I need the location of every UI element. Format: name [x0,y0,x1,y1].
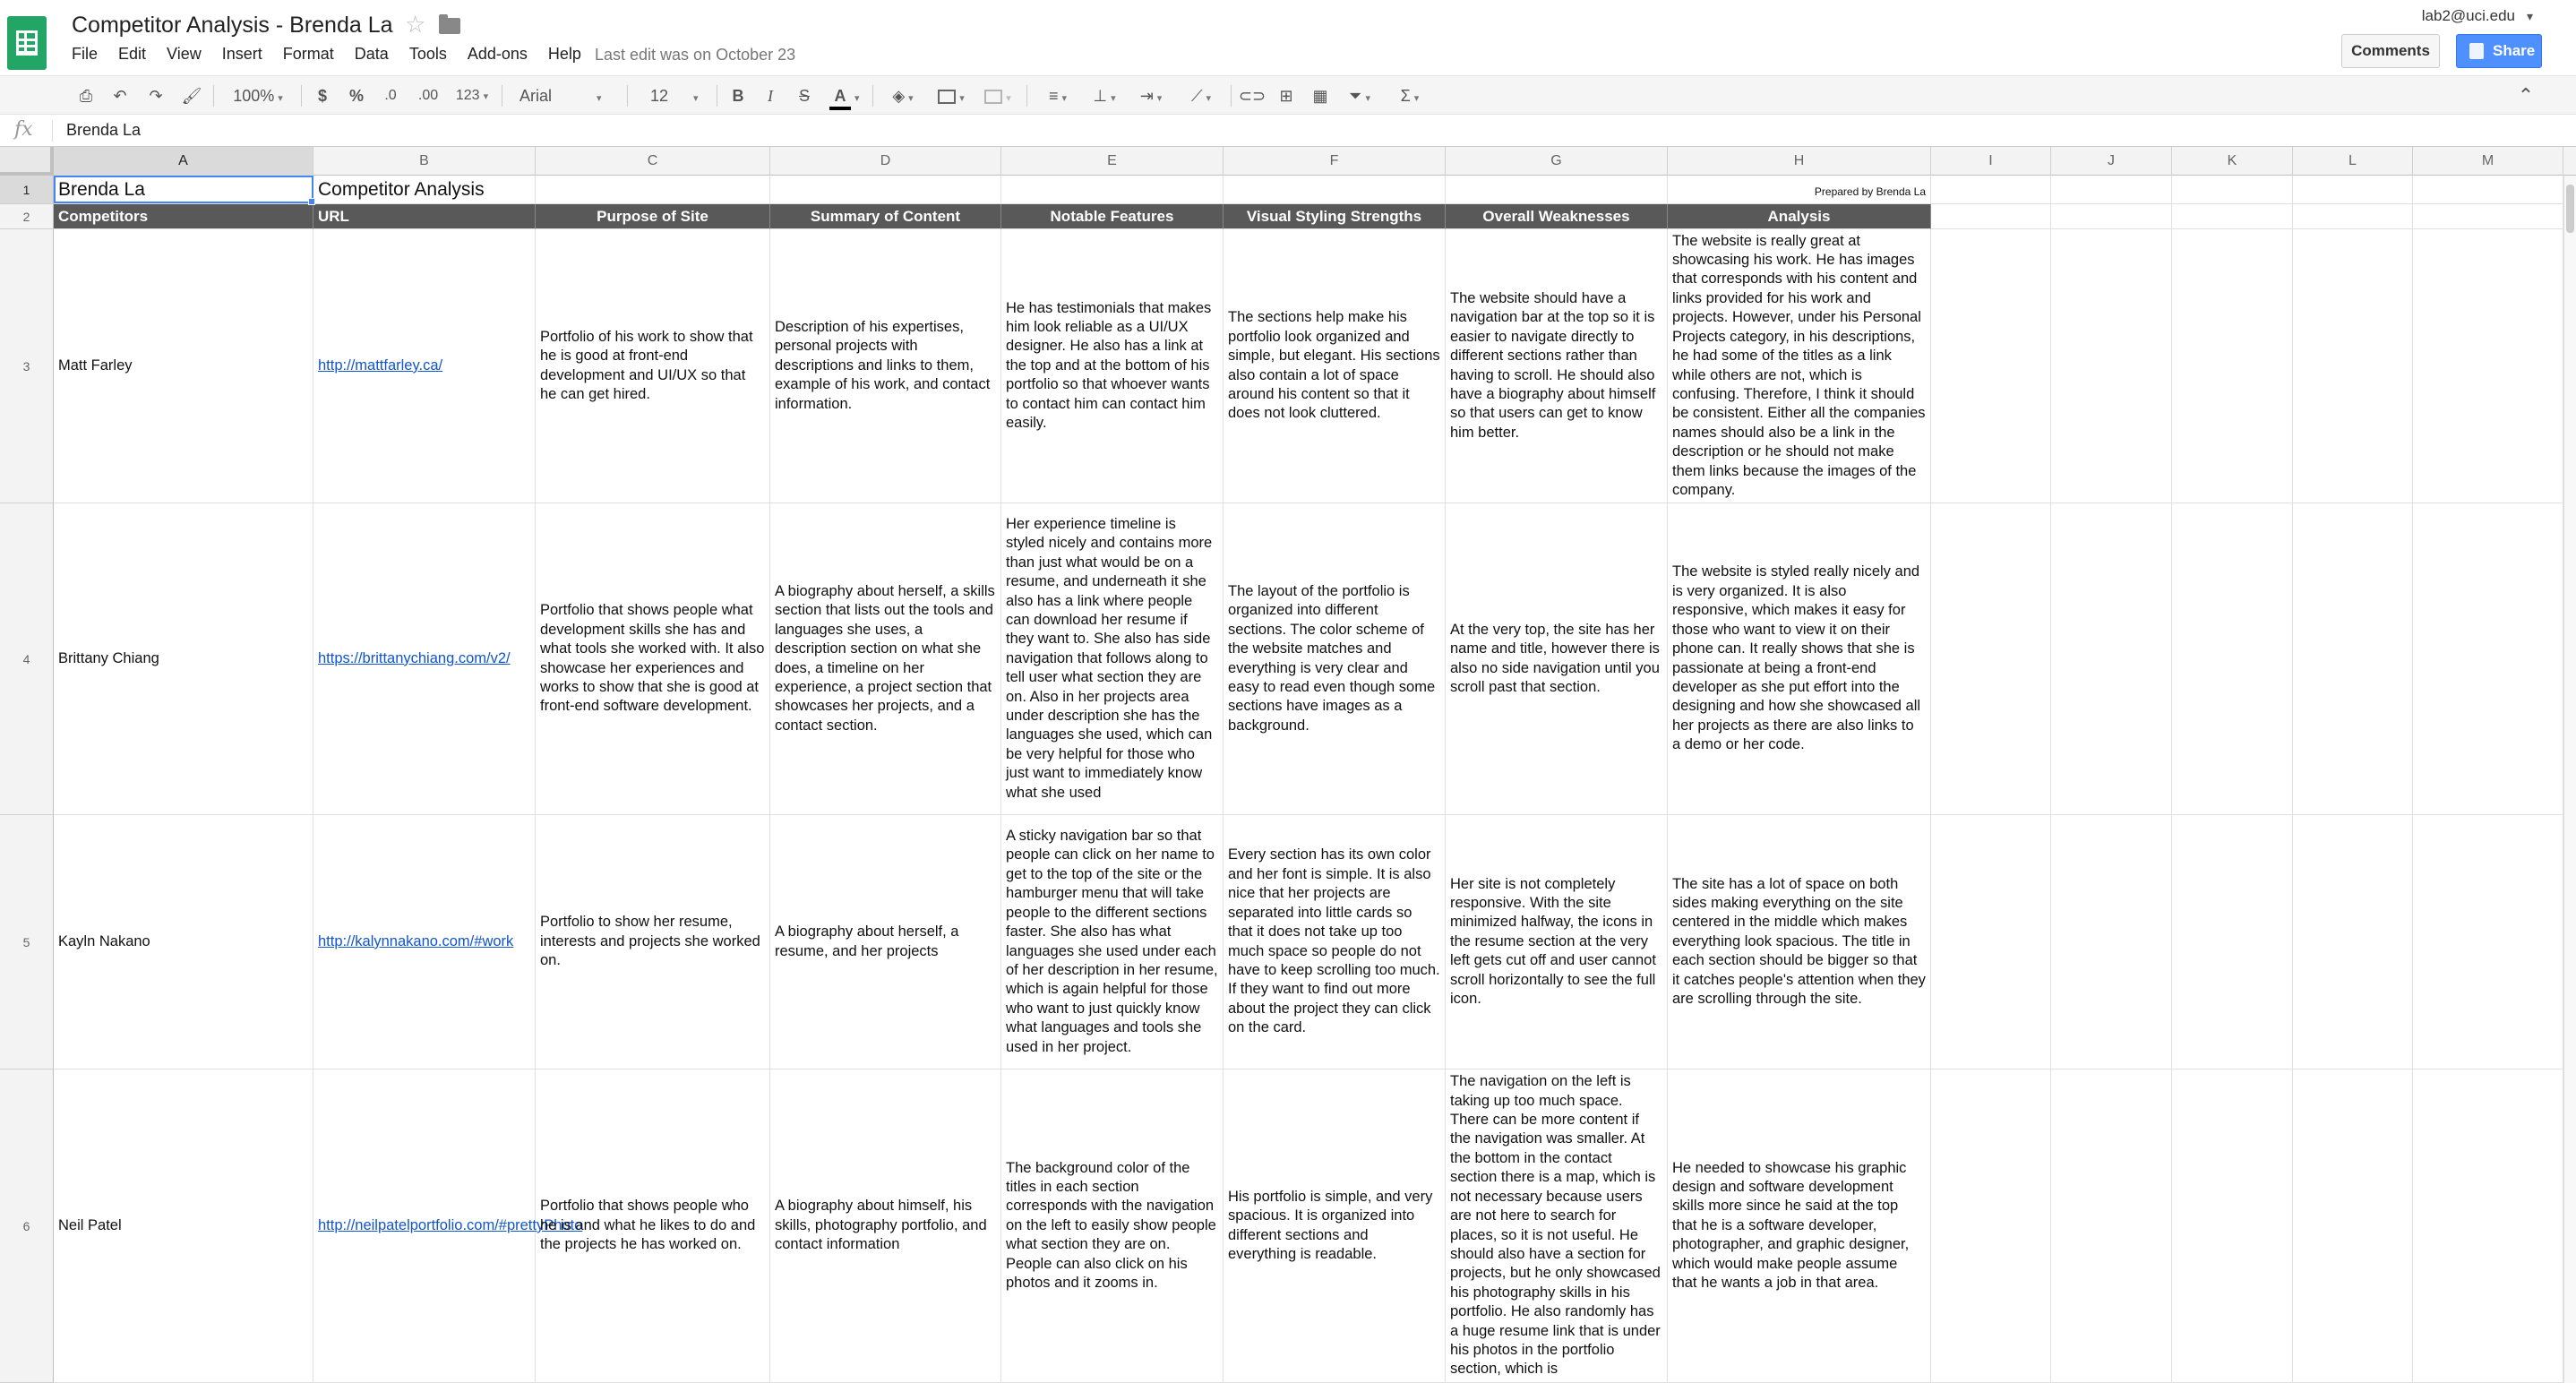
column-header-i[interactable]: I [1931,147,2051,176]
cell-a1[interactable]: Brenda La [54,176,313,204]
cell-a4[interactable]: Brittany Chiang [54,503,313,815]
borders-button[interactable] [932,83,971,108]
italic-button[interactable]: I [768,87,773,105]
fill-handle[interactable] [308,198,315,205]
cell-a5[interactable]: Kayln Nakano [54,815,313,1069]
menu-format[interactable]: Format [282,45,334,63]
text-color-swatch [829,107,851,110]
last-edit-link[interactable]: Last edit was on October 23 [595,46,796,64]
cell-l2[interactable] [2293,204,2413,229]
column-header-b[interactable]: B [313,147,536,176]
cell-e4[interactable]: Her experience timeline is styled nicely and contains more than just what would be on a resume, and underneath it she also has a link where people can download her resume if they want to. She also has side navigation that follows along to tell user what section they are on. Also in her projects area under description she has the languages she used, which can be very helpful for those who just want to immediately know what she used [1001,503,1224,815]
cell-i6[interactable] [1931,1069,2051,1383]
menu-insert[interactable]: Insert [221,45,262,63]
font-size-value: 12 [650,87,669,105]
cell-f1[interactable] [1224,176,1446,204]
currency-button[interactable]: $ [317,87,327,105]
cell-d1[interactable] [770,176,1001,204]
row-header-5[interactable]: 5 [0,815,54,1069]
vertical-align-button[interactable] [1084,83,1125,108]
column-header-e[interactable]: E [1001,147,1224,176]
bold-button[interactable]: B [732,87,744,105]
chevron-down-icon: ▾ [908,93,914,104]
cell-b3[interactable]: http://mattfarley.ca/ [313,229,536,503]
share-button[interactable] [2456,34,2542,68]
wrap-icon: ⇥ [1139,87,1154,105]
column-header-g[interactable]: G [1446,147,1668,176]
font-select[interactable] [512,83,620,108]
cell-g4[interactable]: At the very top, the site has her name and title, however there is also no side navigation until you scroll past that section. [1446,503,1668,815]
cell-j4[interactable] [2051,503,2172,815]
cell-k1[interactable] [2172,176,2293,204]
cell-f6[interactable]: His portfolio is simple, and very spacious. It is organized into different sections and everything is readable. [1224,1069,1446,1383]
cell-h4[interactable]: The website is styled really nicely and is very organized. It is also responsive, which makes it easy for those who want to view it on their phone can. It really shows that she is passionate at being a front-end developer as she put effort into the designing and how she showcased all her projects as there are also links to a demo or her code. [1668,503,1931,815]
menu-help[interactable]: Help [547,45,581,63]
formula-bar [0,115,2576,147]
column-header-j[interactable]: J [2051,147,2172,176]
sheets-logo-icon[interactable] [7,16,47,70]
sigma-icon: Σ [1400,87,1411,105]
row-header-2[interactable]: 2 [0,204,54,229]
chevron-down-icon: ▾ [1206,93,1212,104]
chevron-down-icon: ▾ [1156,93,1163,104]
chevron-down-icon: ▾ [693,93,699,104]
cell-e1[interactable] [1001,176,1224,204]
row-header-1[interactable]: 1 [0,176,54,204]
font-value: Arial [519,87,553,105]
column-header-f[interactable]: F [1224,147,1446,176]
cell-d6[interactable]: A biography about himself, his skills, photography portfolio, and contact information [770,1069,1001,1383]
comment-icon[interactable]: ⊞ [1279,87,1293,105]
column-header-h[interactable]: H [1668,147,1931,176]
formula-input[interactable]: Brenda La [66,121,142,139]
cell-k2[interactable] [2172,204,2293,229]
cell-h3[interactable]: The website is really great at showcasing his work. He has images that corresponds with his content and links provided for his work and projects. However, under his Personal Projects category, in his descriptions, he had some of the titles as a link while others are not, which is confusing. Therefore, I think it should be consistent. Either all the companies names should also be a link in the description or he should not make them links because the images of the company. [1668,229,1931,503]
chevron-down-icon: ▾ [1413,93,1420,104]
cell-m4[interactable] [2413,503,2563,815]
text-color-button[interactable] [829,83,865,108]
cell-d3[interactable]: Description of his expertises, personal projects with descriptions and links to them, example of his work, and contact information. [770,229,1001,503]
cell-k5[interactable] [2172,815,2293,1069]
cell-d2[interactable]: Summary of Content [770,204,1001,229]
cell-h5[interactable]: The site has a lot of space on both sides making everything on the site centered in the middle which makes everything look spacious. The title in each section should be bigger so that it catches people's attention when they are scrolling through the site. [1668,815,1931,1069]
undo-icon[interactable]: ↶ [113,87,127,105]
cell-h2[interactable]: Analysis [1668,204,1931,229]
menu-addons[interactable]: Add-ons [467,45,528,63]
chevron-down-icon: ▾ [1006,93,1011,104]
rotate-icon: ⟋ [1190,87,1203,105]
scrollbar-thumb[interactable] [2566,185,2574,233]
lock-icon [2469,43,2484,59]
cell-h1[interactable]: Prepared by Brenda La [1668,176,1931,204]
toolbar-divider [301,85,302,107]
cell-f2[interactable]: Visual Styling Strengths [1224,204,1446,229]
more-formats-button[interactable] [450,83,494,108]
font-size-select[interactable] [638,83,709,108]
link-icon[interactable]: ⊂⊃ [1238,87,1267,105]
document-title[interactable]: Competitor Analysis - Brenda La [72,13,393,38]
align-left-icon: ≡ [1048,87,1059,105]
cell-f4[interactable]: The layout of the portfolio is organized into different sections. The color scheme of the website matches and everything is very clear and easy to read even though some sections have images as a background. [1224,503,1446,815]
cell-b6[interactable]: http://neilpatelportfolio.com/#prettyPhoto [313,1069,536,1383]
cell-j2[interactable] [2051,204,2172,229]
cell-g2[interactable]: Overall Weaknesses [1446,204,1668,229]
cell-d4[interactable]: A biography about herself, a skills section that lists out the tools and languages she uses, a description section on what she does, a timeline on her experience, a project section that showcases her projects, and a contact section. [770,503,1001,815]
cell-d5[interactable]: A biography about herself, a resume, and her projects [770,815,1001,1069]
select-all-corner[interactable] [0,147,54,176]
chevron-down-icon: ▾ [483,91,489,102]
cell-c1[interactable] [536,176,770,204]
merge-cells-button[interactable] [978,83,1018,108]
folder-icon[interactable] [439,18,460,34]
chevron-down-icon: ▾ [1111,93,1116,104]
cell-j5[interactable] [2051,815,2172,1069]
formula-divider [52,120,53,142]
cell-c6[interactable]: Portfolio that shows people who he is and what he likes to do and the projects he has worked on. [536,1069,770,1383]
paint-format-icon[interactable]: 🖌 [181,87,202,105]
cell-m2[interactable] [2413,204,2563,229]
row-header-6[interactable]: 6 [0,1069,54,1383]
fx-icon: fx [14,118,33,141]
cell-f5[interactable]: Every section has its own color and her font is simple. It is also nice that her projects are separated into little cards so that it does not take up too much space so people do not have to keep scrolling too much. If they want to find out more about the project they can click on the card. [1224,815,1446,1069]
cell-j6[interactable] [2051,1069,2172,1383]
cell-j1[interactable] [2051,176,2172,204]
cell-e3[interactable]: He has testimonials that makes him look reliable as a UI/UX designer. He also has a link at the top and at the bottom of his portfolio so that whoever wants to contact him can contact him easily. [1001,229,1224,503]
cell-i3[interactable] [1931,229,2051,503]
filter-button[interactable] [1340,83,1379,108]
merge-icon [984,90,1002,104]
chevron-down-icon: ▾ [1365,93,1370,104]
cell-a2[interactable]: Competitors [54,204,313,229]
star-icon[interactable]: ☆ [405,11,426,38]
menu-tools[interactable]: Tools [408,45,447,63]
vertical-scrollbar[interactable] [2563,176,2576,1383]
functions-button[interactable] [1390,83,1430,108]
toolbar-divider [1026,85,1027,107]
cell-i1[interactable] [1931,176,2051,204]
align-bottom-icon: ⊥ [1093,87,1108,105]
print-icon[interactable]: ⎙ [79,87,93,105]
chart-icon[interactable]: ▦ [1312,87,1328,105]
column-header-l[interactable]: L [2293,147,2413,176]
cell-a3[interactable]: Matt Farley [54,229,313,503]
cell-g3[interactable]: The website should have a navigation bar at the top so it is easier to navigate directly to different sections rather than having to scroll. He should also have a biography about himself so that users can get to know him better. [1446,229,1668,503]
filter-icon: ⏷ [1349,87,1362,105]
share-label: Share [2493,42,2536,59]
menu-view[interactable]: View [167,45,202,63]
cell-c4[interactable]: Portfolio that shows people what development skills she has and what tools she worked with. It also showcase her experiences and works to show that she is good at front-end software development. [536,503,770,815]
cell-i2[interactable] [1931,204,2051,229]
more-formats-label: 123 [455,88,480,103]
row-header-4[interactable]: 4 [0,503,54,815]
cell-e2[interactable]: Notable Features [1001,204,1224,229]
cell-m5[interactable] [2413,815,2563,1069]
cell-b1[interactable]: Competitor Analysis [313,176,536,204]
cell-a6[interactable]: Neil Patel [54,1069,313,1383]
column-header-a[interactable]: A [54,147,313,176]
cell-l4[interactable] [2293,503,2413,815]
menu-data[interactable]: Data [354,45,389,63]
cell-m3[interactable] [2413,229,2563,503]
cell-m1[interactable] [2413,176,2563,204]
column-headers [0,147,2576,176]
column-header-d[interactable]: D [770,147,1001,176]
cell-e6[interactable]: The background color of the titles in each section corresponds with the navigation on the left to easily show people what section they are on. People can also click on his photos and it zooms in. [1001,1069,1224,1383]
cell-k6[interactable] [2172,1069,2293,1383]
cell-b5[interactable]: http://kalynnakano.com/#work [313,815,536,1069]
cell-b2[interactable]: URL [313,204,536,229]
cell-b4[interactable]: https://brittanychiang.com/v2/ [313,503,536,815]
collapse-toolbar-icon[interactable]: ⌃ [2517,84,2535,107]
column-header-c[interactable]: C [536,147,770,176]
column-header-k[interactable]: K [2172,147,2293,176]
toolbar-divider [1231,85,1232,107]
cell-e5[interactable]: A sticky navigation bar so that people can click on her name to get to the top of the site or the hamburger menu that will take people to the different sections faster. She also has what languages she used under each of her description in her resume, which is again helpful for those who want to just quickly know what languages and tools she used in her project. [1001,815,1224,1069]
cell-g1[interactable] [1446,176,1668,204]
chevron-down-icon: ▾ [854,93,860,104]
zoom-value: 100% [233,87,275,105]
cell-l5[interactable] [2293,815,2413,1069]
account-email[interactable]: lab2@uci.edu [2421,7,2515,24]
menu-edit[interactable]: Edit [118,45,147,63]
chevron-down-icon[interactable]: ▾ [2526,9,2533,23]
cell-m6[interactable] [2413,1069,2563,1383]
column-header-m[interactable]: M [2413,147,2563,176]
cell-g5[interactable]: Her site is not completely responsive. With the site minimized halfway, the icons in the resume section at the very left gets cut off and user cannot scroll horizontally to see the full icon. [1446,815,1668,1069]
toolbar [0,75,2576,115]
cell-k4[interactable] [2172,503,2293,815]
title-bar [0,0,2576,73]
cell-l1[interactable] [2293,176,2413,204]
text-wrapping-button[interactable] [1130,83,1172,108]
cell-l6[interactable] [2293,1069,2413,1383]
paint-bucket-icon: ◈ [892,87,906,105]
cell-f3[interactable]: The sections help make his portfolio look organized and simple, but elegant. His sections also contain a lot of space around his content so that it does not look cluttered. [1224,229,1446,503]
menu-bar [72,45,602,64]
text-rotation-button[interactable] [1179,83,1224,108]
text-color-label: A [834,87,846,105]
cell-i5[interactable] [1931,815,2051,1069]
cell-l3[interactable] [2293,229,2413,503]
strikethrough-button[interactable]: S [798,87,810,105]
zoom-select[interactable] [226,83,290,108]
increase-decimal-button[interactable]: .00 [417,88,439,103]
chevron-down-icon: ▾ [597,93,602,104]
cell-c2[interactable]: Purpose of Site [536,204,770,229]
comments-button[interactable]: Comments [2341,34,2440,68]
cell-g6[interactable]: The navigation on the left is taking up too much space. There can be more content if the navigation was smaller. At the bottom in the contact section there is a map, which is not necessary because users are not here to search for places, so it is not useful. He should also have a section for projects, but he only showcased his photography skills in his portfolio. He also randomly has a huge resume link that is under his photos in the portfolio section, which is [1446,1069,1668,1383]
chevron-down-icon: ▾ [959,93,965,104]
menu-file[interactable]: File [72,45,99,63]
cell-c3[interactable]: Portfolio of his work to show that he is good at front-end development and UI/UX so that he can get hired. [536,229,770,503]
toolbar-divider [213,85,214,107]
chevron-down-icon: ▾ [278,93,283,104]
cell-h6[interactable]: He needed to showcase his graphic design and software development skills more since he said at the top that he is a software developer, photographer, and graphic designer, which would make people assume that he wants a job in that area. [1668,1069,1931,1383]
decrease-decimal-button[interactable]: .0 [384,88,397,103]
borders-icon [938,90,956,104]
redo-icon[interactable]: ↷ [149,87,163,105]
cell-k3[interactable] [2172,229,2293,503]
cell-i4[interactable] [1931,503,2051,815]
horizontal-align-button[interactable] [1037,83,1078,108]
toolbar-divider [627,85,628,107]
cell-c5[interactable]: Portfolio to show her resume, interests and projects she worked on. [536,815,770,1069]
chevron-down-icon: ▾ [1061,93,1068,104]
fill-color-button[interactable] [883,83,923,108]
row-header-3[interactable]: 3 [0,229,54,503]
percent-button[interactable]: % [348,87,364,105]
cell-j3[interactable] [2051,229,2172,503]
spreadsheet-grid [0,147,2576,1383]
toolbar-divider [872,85,873,107]
